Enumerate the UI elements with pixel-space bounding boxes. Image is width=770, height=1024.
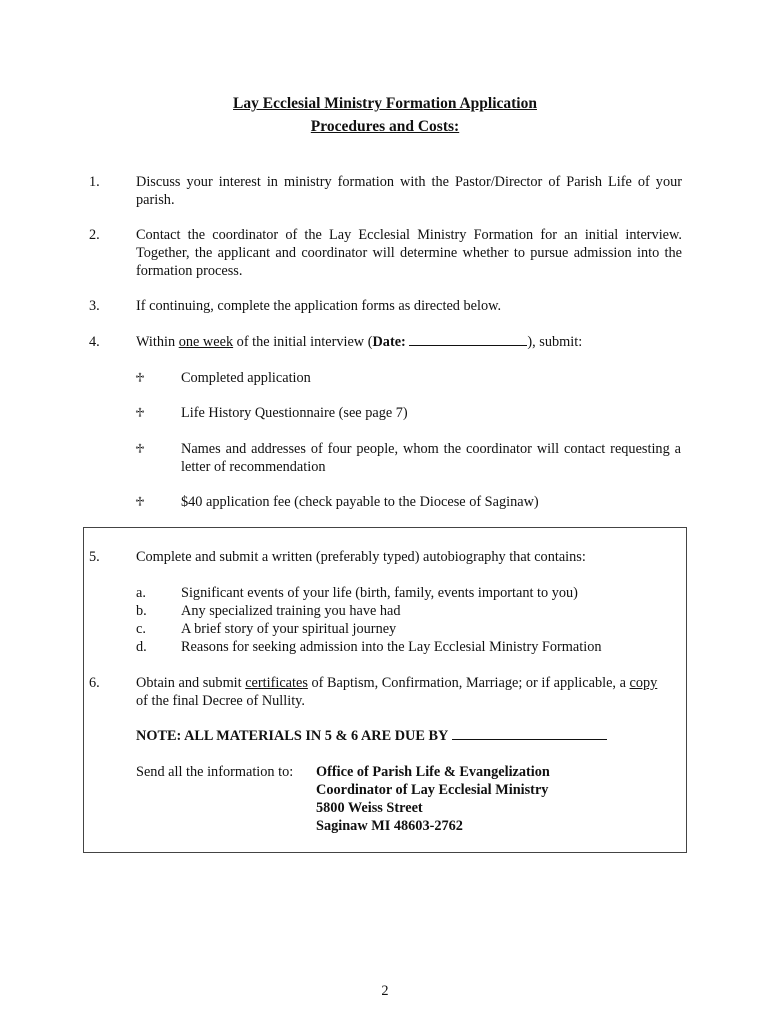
step-number: 2. xyxy=(89,227,100,243)
item-letter: c. xyxy=(136,621,146,637)
autobiography-item: A brief story of your spiritual journey xyxy=(181,621,397,637)
cross-bullet-icon: ♱ xyxy=(135,441,145,456)
step-text: Contact the coordinator of the Lay Ecclesial Ministry Formation for an initial interview. Together, the applicant and coordinator will determine whether to pursue admission into the formation process. xyxy=(136,227,682,279)
submit-item: Life History Questionnaire (see page 7) xyxy=(181,405,408,421)
date-blank-field[interactable] xyxy=(409,333,527,346)
cross-bullet-icon: ♱ xyxy=(135,370,145,385)
step-text-prefix: Within xyxy=(136,334,179,350)
step-number: 4. xyxy=(89,334,100,350)
due-date-blank-field[interactable] xyxy=(452,727,607,740)
submit-item: Completed application xyxy=(181,370,311,386)
cross-bullet-icon: ♱ xyxy=(135,405,145,420)
item-letter: b. xyxy=(136,603,147,619)
step-text: If continuing, complete the application forms as directed below. xyxy=(136,298,502,314)
address-line: Office of Parish Life & Evangelization xyxy=(316,764,550,780)
send-label: Send all the information to: xyxy=(136,764,294,780)
autobiography-item: Any specialized training you have had xyxy=(181,603,401,619)
step-number: 1. xyxy=(89,174,100,190)
item-letter: d. xyxy=(136,639,147,655)
autobiography-item: Reasons for seeking admission into the Lay Ecclesial Ministry Formation xyxy=(181,639,602,655)
step-number: 3. xyxy=(89,298,100,314)
due-note xyxy=(136,727,682,745)
one-week-text: one week xyxy=(178,334,234,350)
cross-bullet-icon: ♱ xyxy=(135,494,145,509)
submit-item: $40 application fee (check payable to the Diocese of Saginaw) xyxy=(181,494,539,510)
due-note-text: NOTE: ALL MATERIALS IN 5 & 6 ARE DUE BY xyxy=(136,728,449,744)
autobiography-item: Significant events of your life (birth, family, events important to you) xyxy=(181,585,578,601)
step-text-suffix: ), submit: xyxy=(527,334,583,350)
address-line: 5800 Weiss Street xyxy=(316,800,423,816)
copy-text: copy xyxy=(629,675,658,691)
submit-item: Names and addresses of four people, whom the coordinator will contact requesting a letter of recommendation xyxy=(181,441,681,475)
page-subtitle: Procedures and Costs: xyxy=(310,118,460,135)
address-line: Coordinator of Lay Ecclesial Ministry xyxy=(316,782,549,798)
page-title: Lay Ecclesial Ministry Formation Application xyxy=(233,95,537,112)
step6-part3: of the final Decree of Nullity. xyxy=(136,693,305,709)
step-number: 6. xyxy=(89,675,100,691)
step-number: 5. xyxy=(89,549,100,565)
item-letter: a. xyxy=(136,585,146,601)
step-text: Complete and submit a written (preferably typed) autobiography that contains: xyxy=(136,549,586,565)
certificates-text: certificates xyxy=(245,675,308,691)
step-text xyxy=(136,674,666,710)
page-number: 2 xyxy=(381,983,389,999)
step-text xyxy=(136,333,682,351)
step6-part1: Obtain and submit xyxy=(136,675,246,691)
step-text-middle: of the initial interview ( xyxy=(233,334,373,350)
date-label: Date: xyxy=(372,334,406,350)
address-line: Saginaw MI 48603-2762 xyxy=(316,818,463,834)
step6-part2: of Baptism, Confirmation, Marriage; or if applicable, a xyxy=(307,675,630,691)
step-text: Discuss your interest in ministry formation with the Pastor/Director of Parish Life of your parish. xyxy=(136,174,682,208)
